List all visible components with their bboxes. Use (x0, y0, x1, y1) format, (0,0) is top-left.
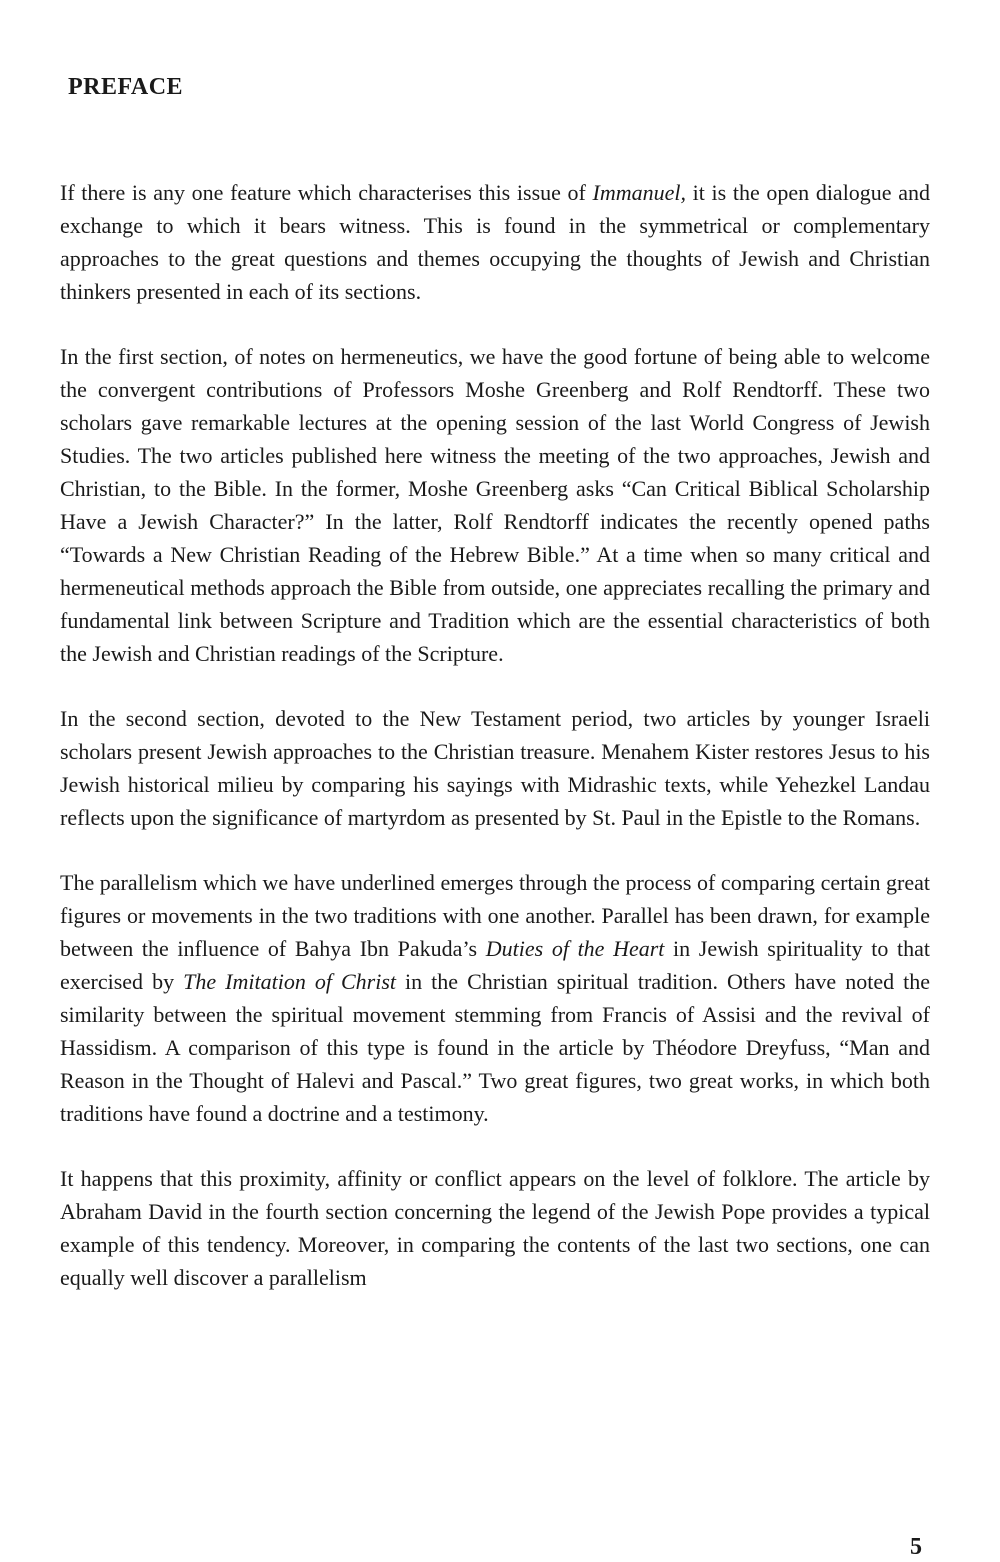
paragraph-text: in the Christian spiritual tradition. Others have noted the similarity between the spiritual movement stemming from Francis of Assisi and the revival of Hassidism. A comparison of this type is found in the article by Théodore Dreyfuss, “Man and Reason in the Thought of Halevi and Pascal.” Two great figures, two great works, in which both traditions have found a doctrine and a testimony. (60, 969, 931, 1126)
paragraph (60, 1162, 930, 1294)
paragraph-text: in Jewish spirituality to that exercised by (60, 936, 930, 994)
page-heading: PREFACE (68, 74, 184, 100)
paragraph (60, 176, 930, 308)
paragraph (60, 866, 930, 1130)
page-number: 5 (910, 1534, 922, 1560)
italic-title: Duties of the Heart (485, 936, 665, 961)
paragraph-text: In the first section, of notes on hermeneutics, we have the good fortune of being able to welcome the convergent contributions of Professors Moshe Greenberg and Rolf Rendtorff. These two scholars gave remarkable lectures at the opening session of the last World Congress of Jewish Studies. The two articles published here witness the meeting of the two approaches, Jewish and Christian, to the Bible. In the former, Moshe Greenberg asks “Can Critical Biblical Scholarship Have a Jewish Character?” In the latter, Rolf Rendtorff indicates the recently opened paths “Towards a New Christian Reading of the Hebrew Bible.” At a time when so many critical and hermeneutical methods approach the Bible from outside, one appreciates recalling the primary and fundamental link between Scripture and Tradition which are the essential characteristics of both the Jewish and Christian readings of the Scripture. (60, 344, 930, 666)
paragraph-text: In the second section, devoted to the New Testament period, two articles by younger Israeli scholars present Jewish approaches to the Christian treasure. Menahem Kister restores Jesus to his Jewish historical milieu by comparing his sayings with Midrashic texts, while Yehezkel Landau reflects upon the significance of martyrdom as presented by St. Paul in the Epistle to the Romans. (60, 706, 930, 830)
italic-title: Immanuel, (592, 180, 687, 205)
paragraph-text: It happens that this proximity, affinity or conflict appears on the level of folklore. The article by Abraham David in the fourth section concerning the legend of the Jewish Pope provides a typical example of this tendency. Moreover, in comparing the contents of the last two sections, one can equally well discover a parallelism (60, 1166, 930, 1290)
paragraph (60, 340, 930, 670)
preface-body (60, 176, 930, 1294)
paragraph-text: If there is any one feature which characterises this issue of (60, 180, 593, 205)
paragraph-text: it is the open dialogue and exchange to which it bears witness. This is found in the symmetrical or complementary approaches to the great questions and themes occupying the thoughts of Jewish and Christian thinkers presented in each of its sections. (60, 180, 930, 304)
italic-title: The Imitation of Christ (183, 969, 397, 994)
paragraph (60, 702, 930, 834)
paragraph-text: The parallelism which we have underlined emerges through the process of comparing certain great figures or movements in the two traditions with one another. Parallel has been drawn, for example between the influence of Bahya Ibn Pakuda’s (60, 870, 930, 961)
